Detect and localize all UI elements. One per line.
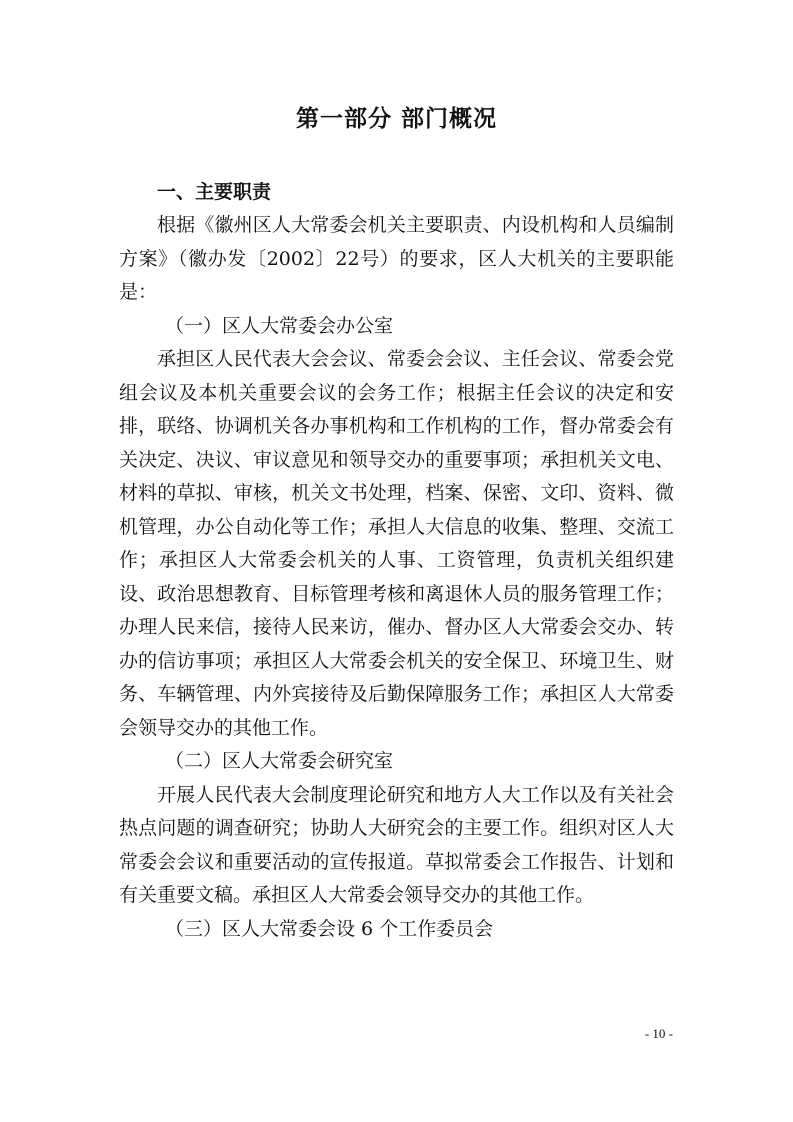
office-heading: （一）区人大常委会办公室 [165,314,394,337]
office-paragraph: 承担区人民代表大会会议、常委会会议、主任会议、常委会党组会议及本机关重要会议的会务工作；根据主任会议的决定和安排，联络、协调机关各办事机构和工作机构的工作，督办常委会有关决定、决议、审议意见和领导交办的重要事项；承担机关文电、材料的草拟、审核，机关文书处理，档案、保密、文印、资料、微机管理，办公自动化等工作；承担人大信息的收集、整理、交流工作；承担区人大常委会机关的人事、工资管理，负责机关组织建设、政治思想教育、目标管理考核和离退休人员的服务管理工作；办理人民来信，接待人民来访，催办、督办区人大常委会交办、转办的信访事项；承担区人大常委会机关的安全保卫、环境卫生、财务、车辆管理、内外宾接待及后勤保障服务工作；承担区人大常委会领导交办的其他工作。 [119,348,674,739]
document-body [119,175,674,946]
research-heading: （二）区人大常委会研究室 [165,750,394,772]
research-paragraph: 开展人民代表大会制度理论研究和地方人大工作以及有关社会热点问题的调查研究；协助人大研究会的主要工作。组织对区人大常委会会议和重要活动的宣传报道。草拟常委会工作报告、计划和有关重要文稿。承担区人大常委会领导交办的其他工作。 [119,783,674,906]
part-title: 第一部分 部门概况 [295,106,497,132]
page-number: - 10 - [644,1026,673,1041]
intro-paragraph: 根据《徽州区人大常委会机关主要职责、内设机构和人员编制方案》（徽办发〔2002〕22号）的要求，区人大机关的主要职能是： [119,214,674,303]
section-heading-main-duties: 一、主要职责 [157,181,272,203]
committees-heading: （三）区人大常委会设 6 个工作委员会 [165,917,494,940]
